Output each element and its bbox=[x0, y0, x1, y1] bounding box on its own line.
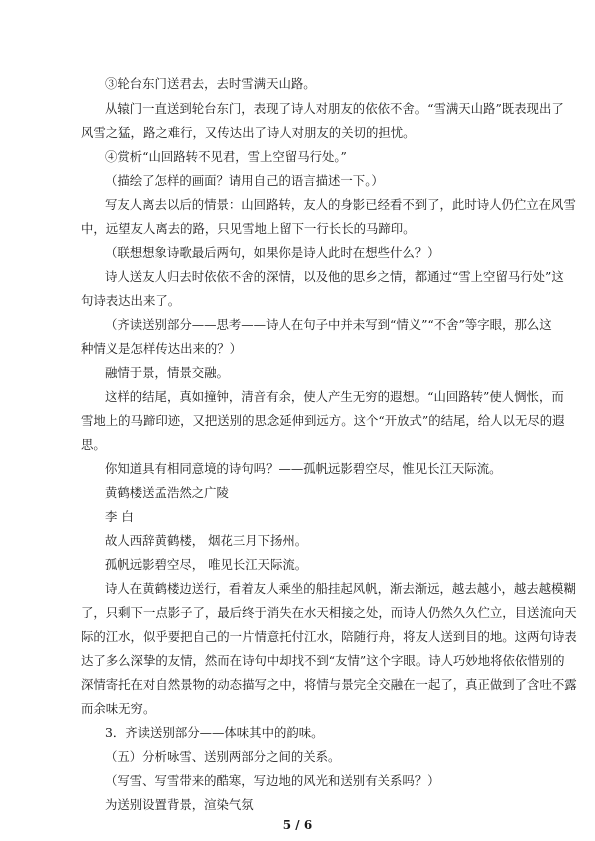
text-line: 而余味无穷。 bbox=[81, 701, 156, 716]
text-line: 际的江水，似乎要把自己的一片情意托付江水，陪随行舟，将友人送到目的地。这两句诗表 bbox=[81, 629, 577, 644]
text-line: 深情寄托在对自然景物的动态描写之中，将情与景完全交融在一起了，真正做到了含吐不露 bbox=[81, 677, 577, 692]
text-line: 诗人在黄鹤楼边送行，看着友人乘坐的船挂起风帆，渐去渐远，越去越小，越去越模糊 bbox=[105, 581, 576, 596]
text-line: 了，只剩下一点影子了，最后终于消失在水天相接之处，而诗人仍然久久伫立，目送流向天 bbox=[81, 605, 577, 620]
text-line: 从辕门一直送到轮台东门，表现了诗人对朋友的依依不舍。“雪满天山路”既表现出了 bbox=[105, 101, 564, 116]
text-line: ④赏析“山回路转不见君，雪上空留马行处。” bbox=[105, 149, 347, 164]
text-line: 种情义是怎样传达出来的？） bbox=[81, 341, 243, 356]
poem-line: 故人西辞黄鹤楼， 烟花三月下扬州。 bbox=[105, 533, 308, 548]
text-line: 思。 bbox=[81, 437, 106, 452]
text-line: 写友人离去以后的情景：山回路转，友人的身影已经看不到了，此时诗人仍伫立在风雪 bbox=[105, 197, 576, 212]
text-line: 这样的结尾，真如撞钟，清音有余，使人产生无穷的遐想。“山回路转”使人惆怅，而 bbox=[105, 389, 564, 404]
text-line: 为送别设置背景，渲染气氛 bbox=[105, 797, 254, 812]
poem-line: 孤帆远影碧空尽， 唯见长江天际流。 bbox=[105, 557, 308, 572]
text-line: 雪地上的马蹄印迹，又把送别的思念延伸到远方。这个“开放式”的结尾，给人以无尽的遐 bbox=[81, 413, 565, 428]
text-line: 风雪之猛，路之难行，又传达出了诗人对朋友的关切的担忧。 bbox=[81, 125, 416, 140]
text-line: 融情于景，情景交融。 bbox=[105, 365, 229, 380]
text-line: 达了多么深挚的友情，然而在诗句中却找不到“友情”这个字眼。诗人巧妙地将依依惜别的 bbox=[81, 653, 565, 668]
text-line: 句诗表达出来了。 bbox=[81, 293, 181, 308]
text-line: ③轮台东门送君去，去时雪满天山路。 bbox=[105, 76, 316, 91]
text-line: （五）分析咏雪、送别两部分之间的关系。 bbox=[105, 749, 341, 764]
poem-title: 黄鹤楼送孟浩然之广陵 bbox=[105, 485, 229, 500]
poem-author: 李 白 bbox=[105, 509, 134, 524]
text-line: （齐读送别部分——思考——诗人在句子中并未写到“情义”“不舍”等字眼，那么这 bbox=[105, 317, 552, 332]
text-line: （写雪、写雪带来的酷寒，写边地的风光和送别有关系吗？） bbox=[105, 773, 440, 788]
text-line: 诗人送友人归去时依依不舍的深情，以及他的思乡之情，都通过“雪上空留马行处”这 bbox=[105, 269, 564, 284]
text-line: 3．齐读送别部分——体味其中的韵味。 bbox=[105, 725, 324, 740]
text-line: 中，远望友人离去的路，只见雪地上留下一行长长的马蹄印。 bbox=[81, 221, 416, 236]
text-line: （描绘了怎样的画面？请用自己的语言描述一下。） bbox=[105, 173, 384, 188]
text-line: （联想想象诗歌最后两句，如果你是诗人此时在想些什么？） bbox=[105, 245, 440, 260]
page-number: 5 / 6 bbox=[282, 818, 313, 832]
text-line: 你知道具有相同意境的诗句吗？——孤帆远影碧空尽，惟见长江天际流。 bbox=[105, 461, 502, 476]
